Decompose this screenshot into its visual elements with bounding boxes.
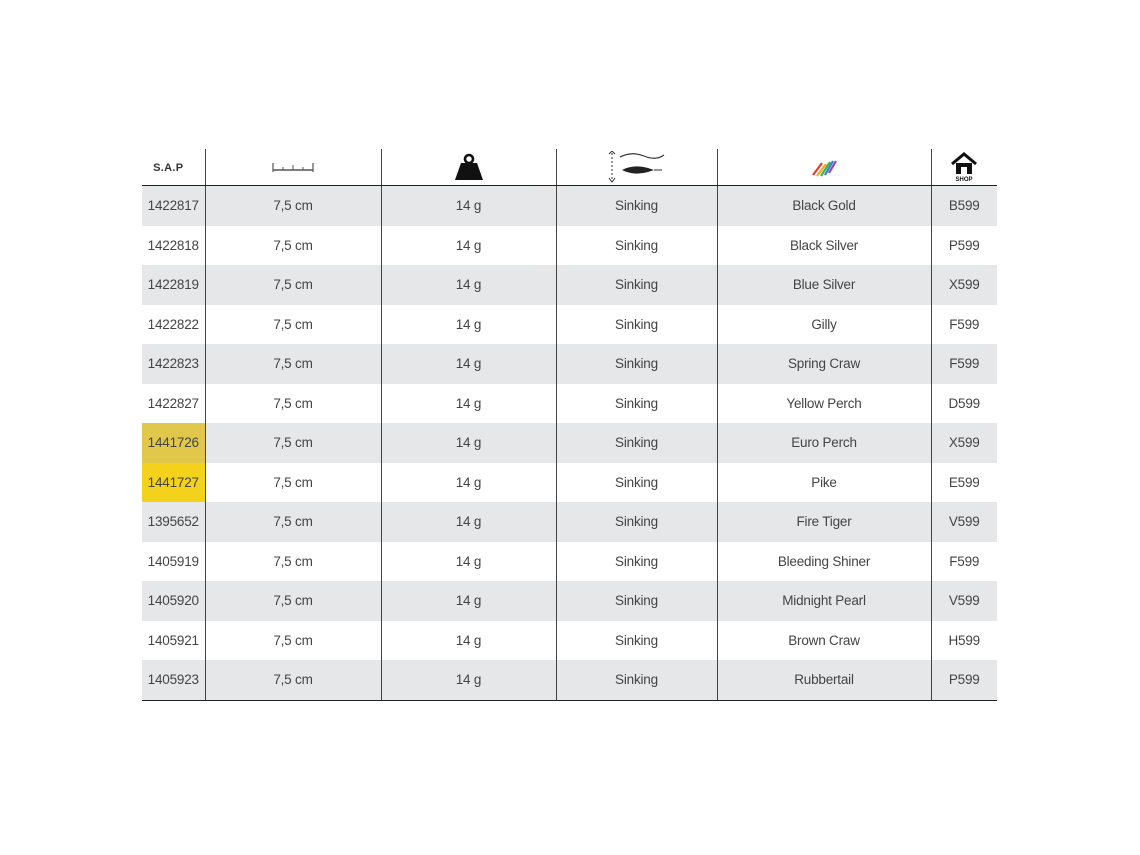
sap-cell: 1441727 <box>142 463 205 503</box>
color-palette-icon <box>810 156 838 178</box>
weight-cell: 14 g <box>381 305 556 345</box>
color-cell: Gilly <box>717 305 931 345</box>
action-cell: Sinking <box>556 384 717 424</box>
shop-code-cell: F599 <box>931 344 997 384</box>
length-cell: 7,5 cm <box>205 344 381 384</box>
ruler-icon <box>271 159 315 175</box>
header-color <box>717 149 931 186</box>
sap-cell: 1422818 <box>142 226 205 266</box>
action-cell: Sinking <box>556 502 717 542</box>
weight-cell: 14 g <box>381 502 556 542</box>
color-cell: Midnight Pearl <box>717 581 931 621</box>
length-cell: 7,5 cm <box>205 384 381 424</box>
length-cell: 7,5 cm <box>205 542 381 582</box>
table-row <box>142 660 997 700</box>
weight-cell: 14 g <box>381 542 556 582</box>
table-body <box>142 186 997 701</box>
shop-code-cell: F599 <box>931 305 997 345</box>
action-cell: Sinking <box>556 344 717 384</box>
length-cell: 7,5 cm <box>205 660 381 700</box>
table-row <box>142 305 997 345</box>
sap-cell: 1422819 <box>142 265 205 305</box>
header-shop <box>931 149 997 186</box>
color-cell: Pike <box>717 463 931 503</box>
length-cell: 7,5 cm <box>205 502 381 542</box>
table-row <box>142 463 997 503</box>
weight-cell: 14 g <box>381 463 556 503</box>
product-table <box>142 149 997 701</box>
sap-cell: 1422823 <box>142 344 205 384</box>
color-cell: Spring Craw <box>717 344 931 384</box>
color-cell: Bleeding Shiner <box>717 542 931 582</box>
color-cell: Brown Craw <box>717 621 931 661</box>
action-cell: Sinking <box>556 660 717 700</box>
shop-code-cell: E599 <box>931 463 997 503</box>
sap-cell: 1395652 <box>142 502 205 542</box>
action-cell: Sinking <box>556 621 717 661</box>
table-row <box>142 186 997 226</box>
weight-cell: 14 g <box>381 384 556 424</box>
length-cell: 7,5 cm <box>205 463 381 503</box>
sinking-lure-icon <box>608 151 666 183</box>
weight-cell: 14 g <box>381 226 556 266</box>
table-row <box>142 423 997 463</box>
header-row <box>142 149 997 186</box>
header-length <box>205 149 381 186</box>
table-row <box>142 226 997 266</box>
action-cell: Sinking <box>556 226 717 266</box>
shop-code-cell: P599 <box>931 660 997 700</box>
shop-code-cell: H599 <box>931 621 997 661</box>
weight-icon <box>454 153 484 181</box>
length-cell: 7,5 cm <box>205 305 381 345</box>
shop-code-cell: D599 <box>931 384 997 424</box>
sap-cell: 1405919 <box>142 542 205 582</box>
length-cell: 7,5 cm <box>205 265 381 305</box>
sap-cell: 1422822 <box>142 305 205 345</box>
table-row <box>142 542 997 582</box>
shop-icon <box>950 152 978 182</box>
shop-code-cell: X599 <box>931 423 997 463</box>
shop-code-cell: P599 <box>931 226 997 266</box>
action-cell: Sinking <box>556 581 717 621</box>
action-cell: Sinking <box>556 463 717 503</box>
action-cell: Sinking <box>556 186 717 226</box>
shop-code-cell: B599 <box>931 186 997 226</box>
table-row <box>142 265 997 305</box>
length-cell: 7,5 cm <box>205 186 381 226</box>
length-cell: 7,5 cm <box>205 423 381 463</box>
shop-code-cell: F599 <box>931 542 997 582</box>
table-row <box>142 581 997 621</box>
weight-cell: 14 g <box>381 265 556 305</box>
header-weight <box>381 149 556 186</box>
table-row <box>142 344 997 384</box>
shop-code-cell: V599 <box>931 581 997 621</box>
action-cell: Sinking <box>556 423 717 463</box>
length-cell: 7,5 cm <box>205 226 381 266</box>
sap-cell: 1405923 <box>142 660 205 700</box>
length-cell: 7,5 cm <box>205 621 381 661</box>
length-cell: 7,5 cm <box>205 581 381 621</box>
action-cell: Sinking <box>556 305 717 345</box>
weight-cell: 14 g <box>381 344 556 384</box>
table-row <box>142 621 997 661</box>
color-cell: Yellow Perch <box>717 384 931 424</box>
color-cell: Euro Perch <box>717 423 931 463</box>
sap-cell: 1422817 <box>142 186 205 226</box>
color-cell: Blue Silver <box>717 265 931 305</box>
weight-cell: 14 g <box>381 660 556 700</box>
action-cell: Sinking <box>556 265 717 305</box>
weight-cell: 14 g <box>381 621 556 661</box>
weight-cell: 14 g <box>381 186 556 226</box>
action-cell: Sinking <box>556 542 717 582</box>
shop-code-cell: X599 <box>931 265 997 305</box>
sap-cell: 1441726 <box>142 423 205 463</box>
sap-cell: 1422827 <box>142 384 205 424</box>
sap-header-label: S.A.P <box>153 162 184 174</box>
shop-icon-text: SHOP <box>955 177 973 182</box>
sap-cell: 1405921 <box>142 621 205 661</box>
color-cell: Rubbertail <box>717 660 931 700</box>
header-action <box>556 149 717 186</box>
weight-cell: 14 g <box>381 423 556 463</box>
table-row <box>142 502 997 542</box>
color-cell: Black Silver <box>717 226 931 266</box>
header-sap <box>142 149 205 186</box>
table-row <box>142 384 997 424</box>
weight-cell: 14 g <box>381 581 556 621</box>
sap-cell: 1405920 <box>142 581 205 621</box>
color-cell: Fire Tiger <box>717 502 931 542</box>
color-cell: Black Gold <box>717 186 931 226</box>
shop-code-cell: V599 <box>931 502 997 542</box>
